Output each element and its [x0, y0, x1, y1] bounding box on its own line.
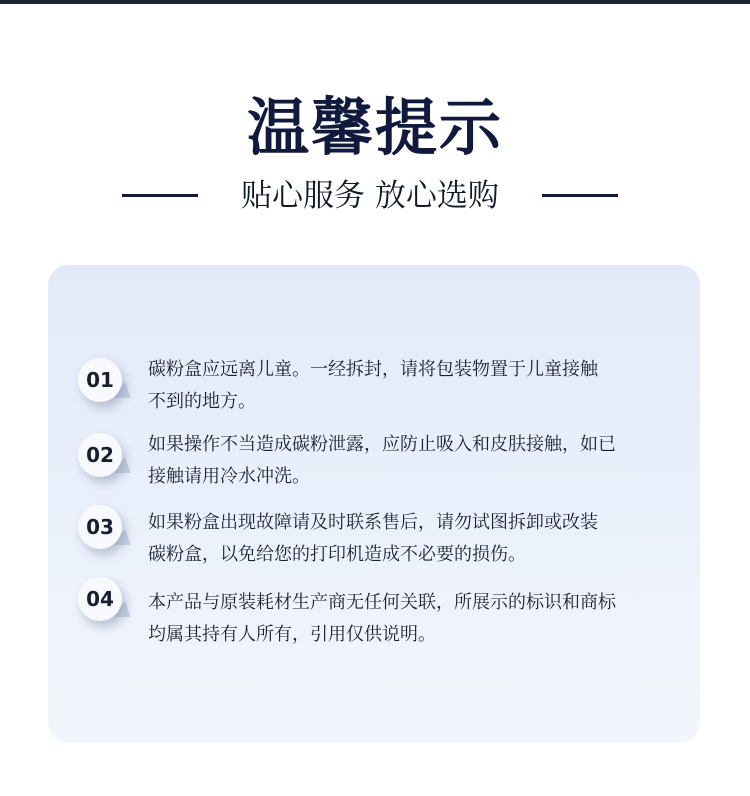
tip-text-line: 接触请用冷水冲洗。	[148, 466, 310, 487]
tip-text-line: 如果操作不当造成碳粉泄露，应防止吸入和皮肤接触，如已	[148, 434, 616, 455]
tip-number-badge: 04	[78, 577, 122, 621]
subtitle-right-rule	[542, 194, 618, 197]
page-subtitle: 贴心服务 放心选购	[241, 178, 499, 214]
subtitle-row	[0, 172, 750, 220]
subtitle-left-rule	[122, 194, 198, 197]
tip-number-badge: 01	[78, 358, 122, 402]
tip-text	[148, 429, 668, 493]
tip-text	[148, 587, 668, 651]
top-border	[0, 0, 750, 4]
tip-number-badge: 03	[78, 505, 122, 549]
tip-text-line: 碳粉盒，以免给您的打印机造成不必要的损伤。	[148, 544, 526, 565]
page-title: 温馨提示	[246, 91, 503, 164]
tip-text	[148, 507, 668, 571]
tips-panel	[48, 265, 700, 743]
tip-text-line: 碳粉盒应远离儿童。一经拆封，请将包装物置于儿童接触	[148, 359, 598, 380]
tip-text-line: 均属其持有人所有，引用仅供说明。	[148, 624, 436, 645]
tip-text	[148, 354, 668, 418]
tip-text-line: 本产品与原装耗材生产商无任何关联，所展示的标识和商标	[148, 592, 616, 613]
tip-text-line: 不到的地方。	[148, 391, 256, 412]
tip-text-line: 如果粉盒出现故障请及时联系售后，请勿试图拆卸或改装	[148, 512, 598, 533]
tip-number-badge: 02	[78, 433, 122, 477]
